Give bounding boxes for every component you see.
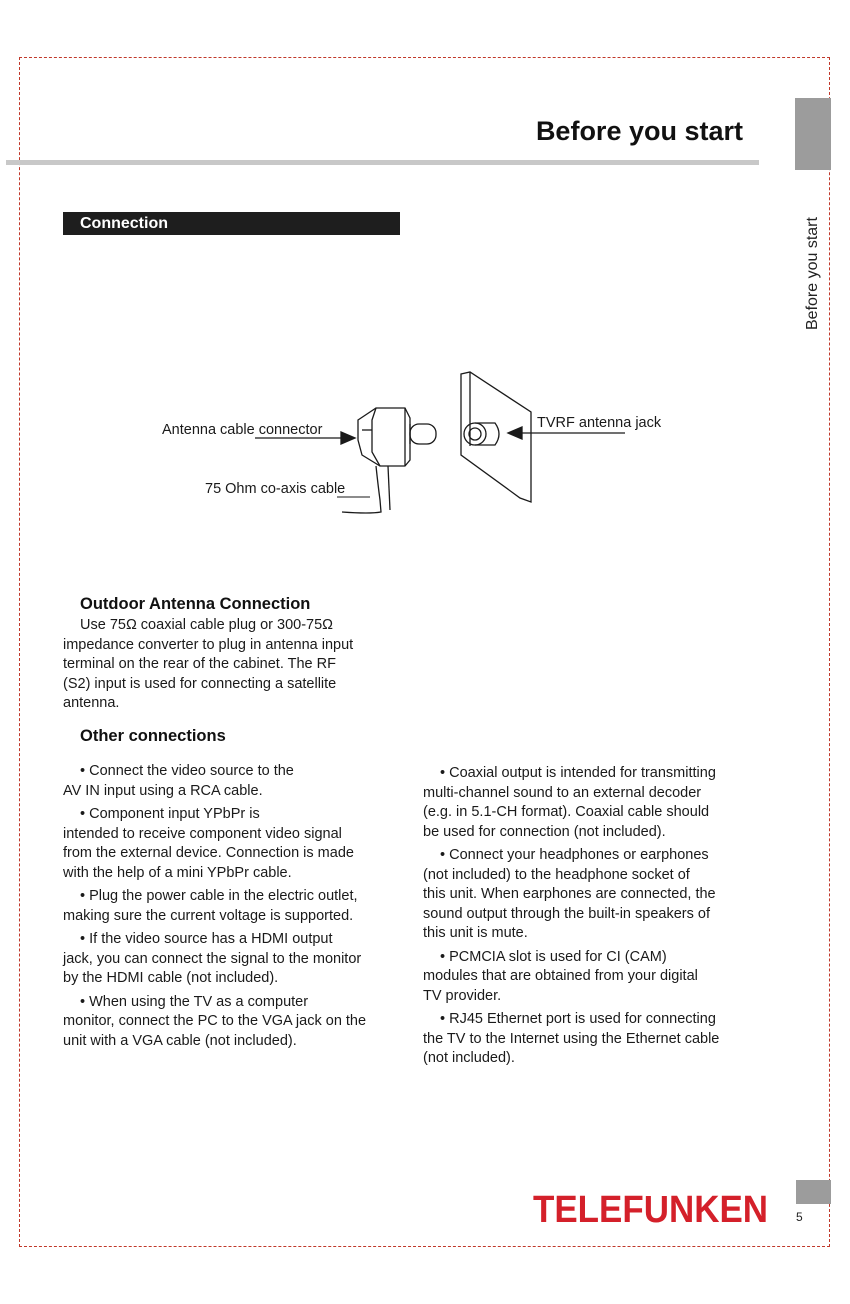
label-coax-cable: 75 Ohm co-axis cable — [205, 481, 346, 497]
list-item — [423, 948, 768, 1007]
list-line: with the help of a mini YPbPr cable. — [63, 864, 292, 881]
list-line: • PCMCIA slot is used for CI (CAM) — [440, 948, 667, 965]
label-antenna-connector: Antenna cable connector — [162, 422, 323, 438]
list-line: be used for connection (not included). — [423, 823, 666, 840]
antenna-diagram — [0, 0, 850, 560]
other-left-column — [63, 762, 408, 1055]
list-line: this unit is mute. — [423, 925, 528, 941]
list-line: this unit. When earphones are connected, the — [423, 886, 716, 902]
brand-logo: TELEFUNKEN — [533, 1189, 769, 1231]
list-line: • RJ45 Ethernet port is used for connecting — [440, 1011, 716, 1027]
page-tab — [796, 1180, 831, 1204]
list-line: from the external device. Connection is made — [63, 845, 354, 861]
list-line: jack, you can connect the signal to the monitor — [63, 950, 362, 967]
list-line: • Connect the video source to the — [80, 763, 294, 779]
list-line: sound output through the built-in speakers of — [423, 905, 710, 922]
list-line: • When using the TV as a computer — [80, 993, 309, 1010]
list-line: (not included) to the headphone socket of — [423, 866, 690, 883]
outdoor-paragraph — [63, 616, 403, 714]
side-tab-label: Before you start — [804, 217, 821, 330]
list-line: • Coaxial output is intended for transmitting — [440, 765, 716, 781]
list-line: intended to receive component video signal — [63, 825, 342, 842]
list-line: AV IN input using a RCA cable. — [63, 782, 263, 799]
list-line: (e.g. in 5.1-CH format). Coaxial cable should — [423, 804, 710, 820]
list-line: TV provider. — [423, 987, 502, 1004]
list-line: • Connect your headphones or earphones — [440, 847, 709, 863]
list-item — [423, 1010, 768, 1069]
outdoor-line: antenna. — [63, 695, 120, 711]
list-line: monitor, connect the PC to the VGA jack on the — [63, 1013, 367, 1029]
outdoor-line: terminal on the rear of the cabinet. The RF — [63, 656, 336, 672]
list-item — [63, 887, 408, 926]
list-line: multi-channel sound to an external decoder — [423, 784, 702, 801]
list-item — [423, 846, 768, 944]
list-line: • Plug the power cable in the electric outlet, — [80, 888, 358, 904]
outdoor-heading: Outdoor Antenna Connection — [80, 595, 311, 613]
list-line: (not included). — [423, 1050, 515, 1066]
other-right-column — [423, 764, 768, 1073]
list-item — [63, 805, 408, 883]
outdoor-line: impedance converter to plug in antenna input — [63, 636, 354, 653]
list-item — [63, 762, 408, 801]
outdoor-line: Use 75Ω coaxial cable plug or 300-75Ω — [80, 617, 334, 633]
list-line: the TV to the Internet using the Ethernet cable — [423, 1030, 720, 1047]
list-line: unit with a VGA cable (not included). — [63, 1032, 297, 1049]
list-line: • If the video source has a HDMI output — [80, 931, 333, 947]
list-item — [423, 764, 768, 842]
outdoor-line: (S2) input is used for connecting a satellite — [63, 675, 337, 692]
label-tvrf-jack: TVRF antenna jack — [537, 415, 662, 431]
list-item — [63, 993, 408, 1052]
page-title: Before you start — [535, 116, 743, 146]
page-number: 5 — [796, 1210, 803, 1224]
list-item — [63, 930, 408, 989]
other-heading: Other connections — [80, 727, 226, 745]
list-line: modules that are obtained from your digital — [423, 968, 698, 984]
section-heading: Connection — [63, 212, 400, 235]
list-line: making sure the current voltage is supported. — [63, 907, 354, 924]
list-line: by the HDMI cable (not included). — [63, 970, 279, 986]
list-line: • Component input YPbPr is — [80, 806, 260, 822]
